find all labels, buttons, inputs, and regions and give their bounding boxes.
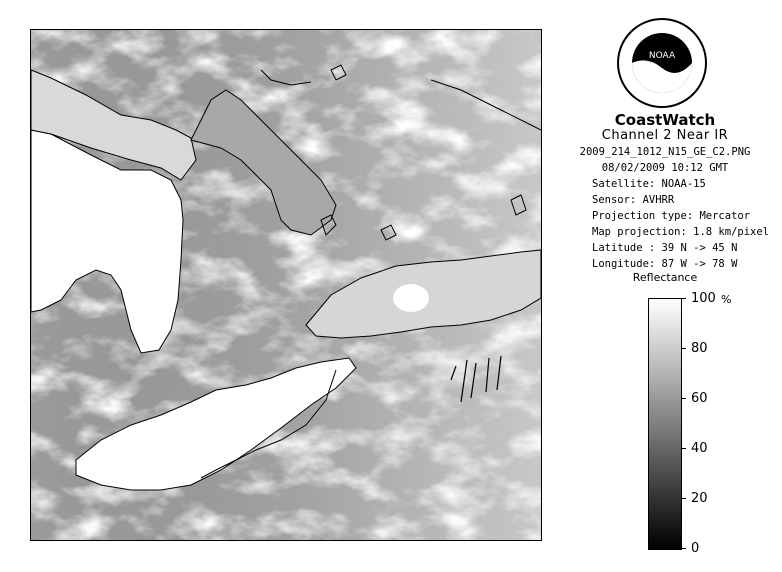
map-projection-label: Map projection: 1.8 km/pixel: [592, 226, 770, 238]
file-name: 2009_214_1012_N15_GE_C2.PNG: [579, 146, 751, 158]
tick-label-20: 20: [691, 491, 708, 506]
cloud-patch: [393, 284, 429, 312]
colorbar-title: Reflectance: [632, 271, 698, 284]
logo-center-text: NOAA: [648, 51, 676, 61]
tick-mark: [681, 448, 686, 449]
acquisition-datetime: 08/02/2009 10:12 GMT: [601, 162, 729, 174]
tick-mark: [681, 298, 686, 299]
satellite-label: Satellite: NOAA-15: [592, 178, 706, 190]
satellite-image: [30, 29, 542, 541]
colorbar: [648, 298, 682, 550]
tick-mark: [681, 498, 686, 499]
noaa-logo: [617, 18, 707, 108]
latitude-label: Latitude : 39 N -> 45 N: [592, 242, 738, 254]
tick-label-40: 40: [691, 441, 708, 456]
tick-label-100: 100: [691, 291, 716, 306]
tick-label-80: 80: [691, 341, 708, 356]
product-title: CoastWatch: [614, 111, 716, 129]
tick-mark: [681, 348, 686, 349]
colorbar-unit: %: [721, 293, 732, 306]
tick-mark: [681, 398, 686, 399]
tick-label-0: 0: [691, 541, 700, 556]
longitude-label: Longitude: 87 W -> 78 W: [592, 258, 738, 270]
tick-mark: [681, 548, 686, 549]
tick-label-60: 60: [691, 391, 708, 406]
sensor-label: Sensor: AVHRR: [592, 194, 675, 206]
projection-type-label: Projection type: Mercator: [592, 210, 751, 222]
channel-subtitle: Channel 2 Near IR: [601, 128, 729, 143]
